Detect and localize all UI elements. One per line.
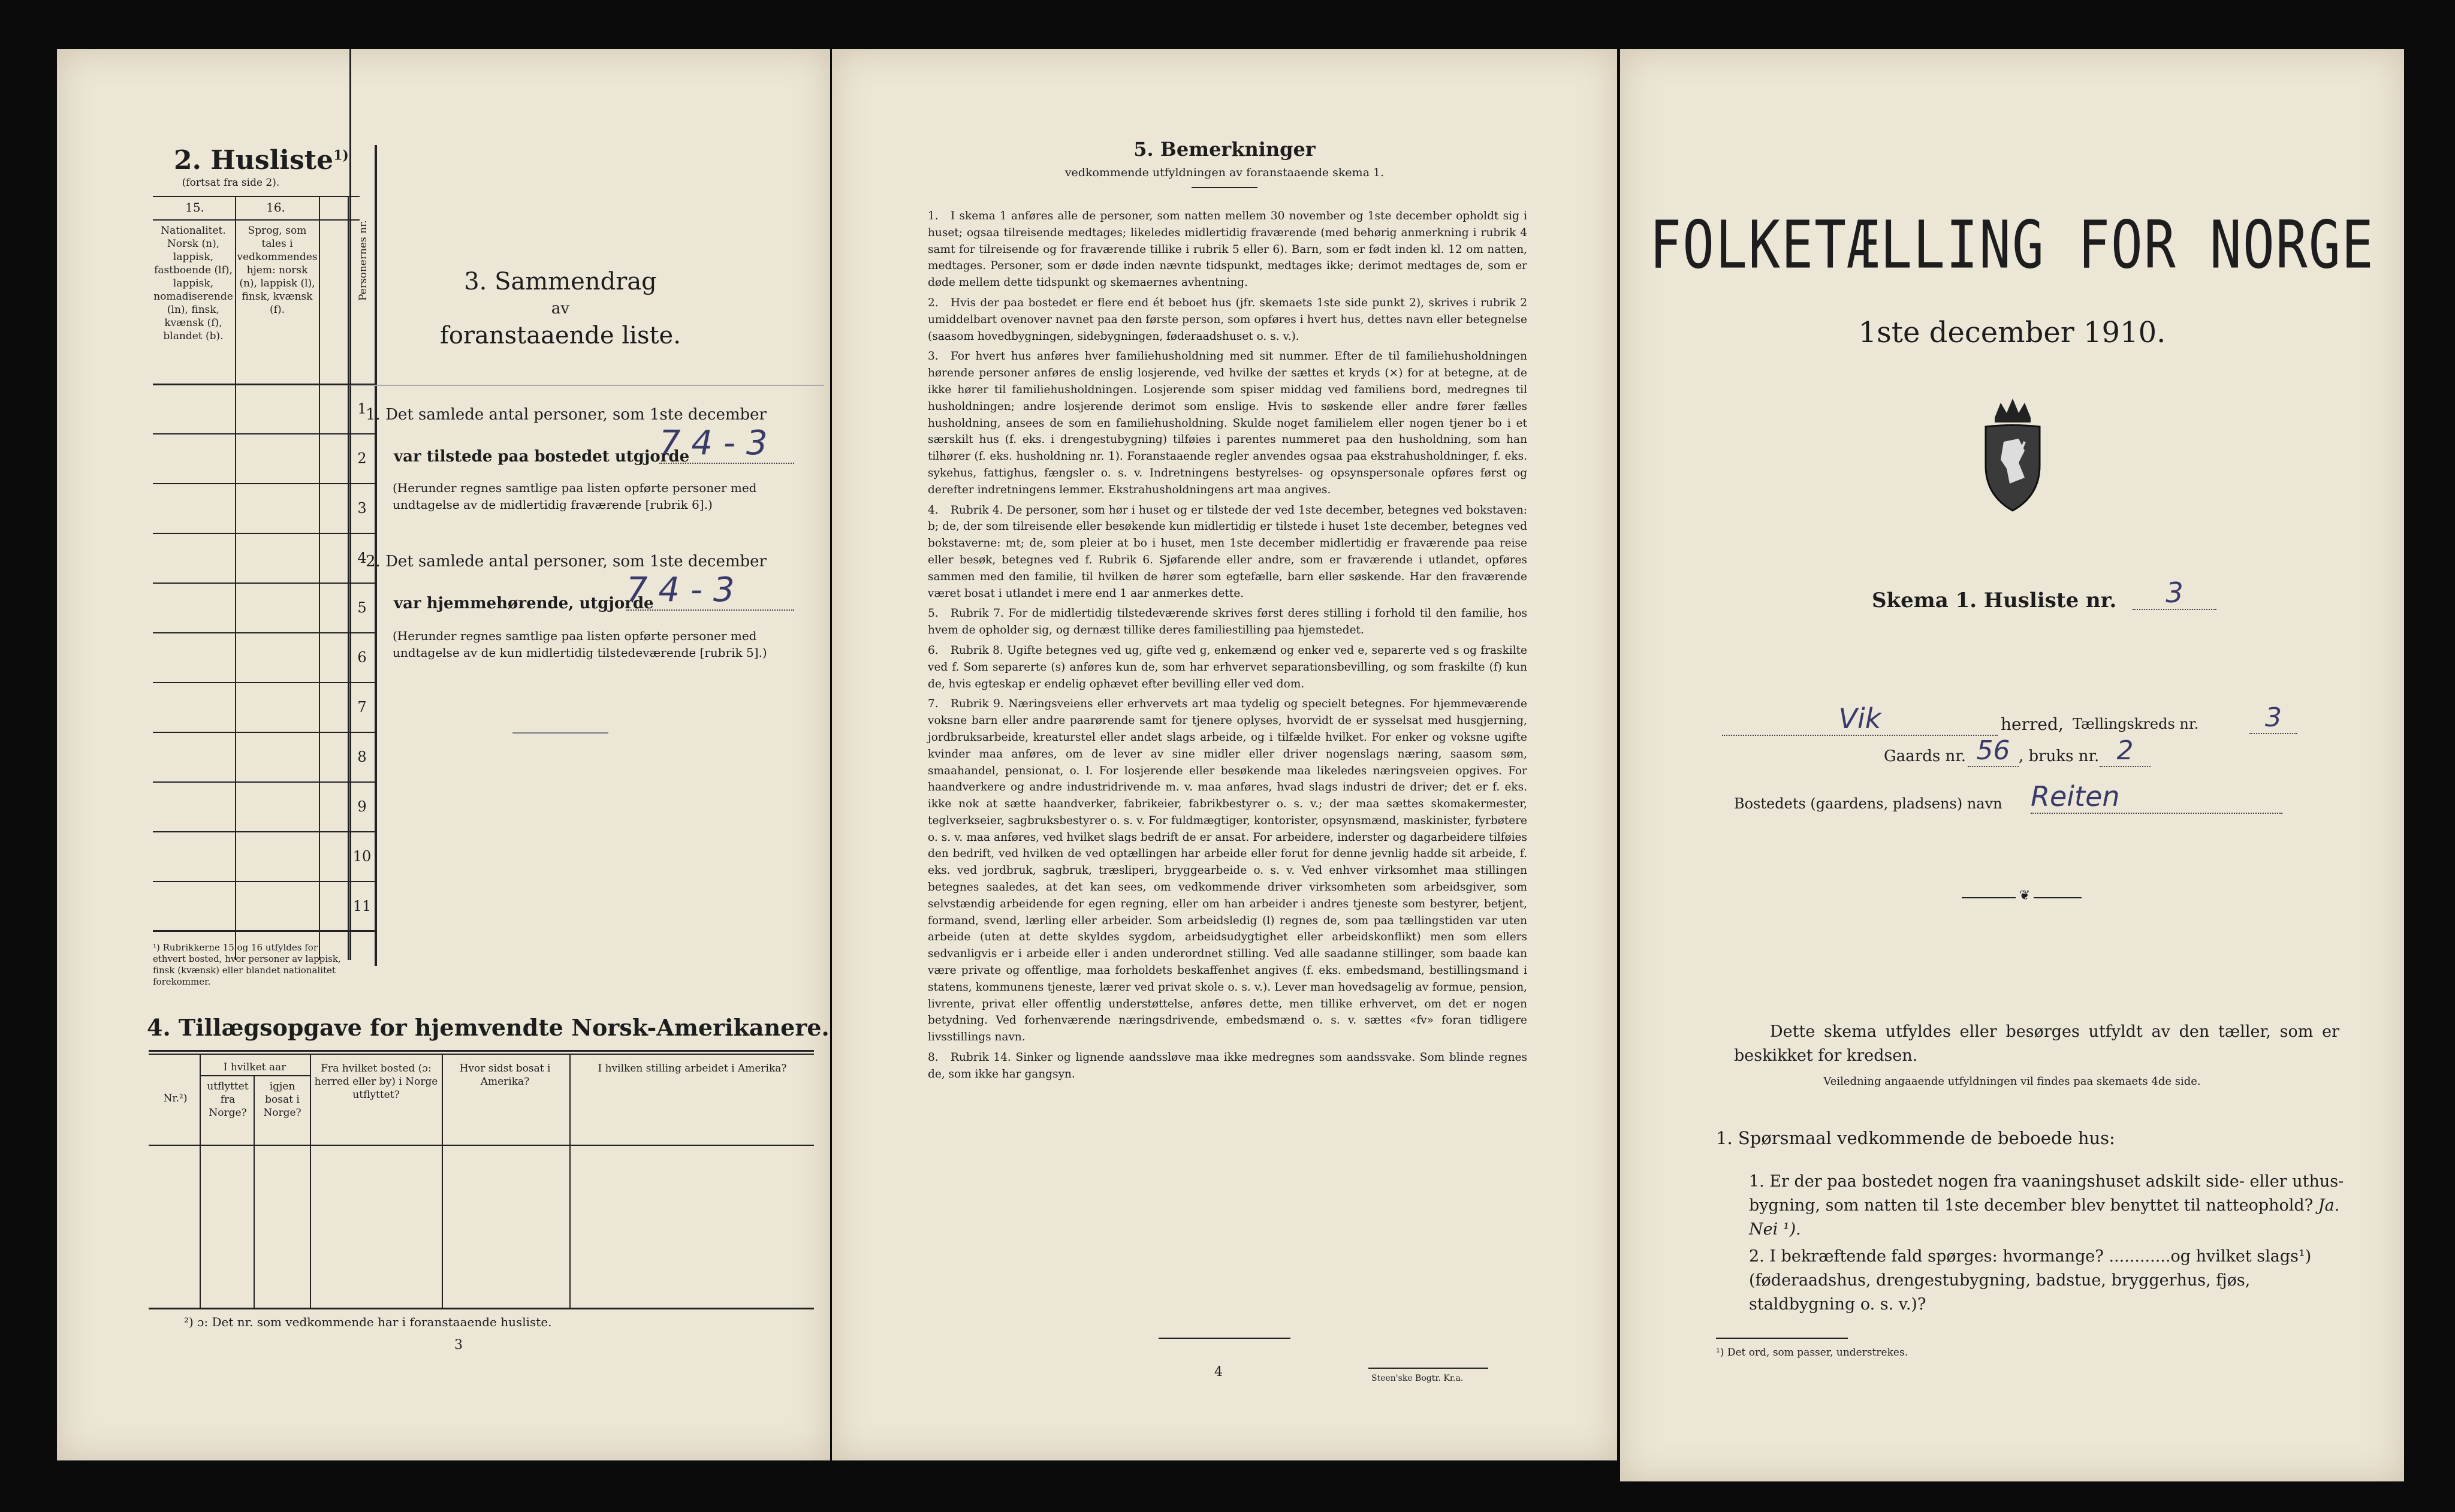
right-footnote: ¹) Det ord, som passer, understrekes.: [1716, 1347, 1908, 1359]
list-item: 1. I skema 1 anføres alle de personer, som natten mellem 30 november og 1ste december opholdt sig i huset; ogsaa tilreisende medtages; likeledes midlertidig fraværende (med behørig anmerkning i rubrik 4 samt for tilreisende og for fraværende tillike i rubrik 5 eller 6). Barn, som er født inden kl. 12 om natten, medtages. Personer, som er døde inden nævnte tidspunkt, medtages ikke; derimot medtages de, som er døde mellem dette tidspunkt og skemaernes avhentning.: [928, 210, 1527, 289]
table-row-number: 5: [357, 599, 367, 616]
gaards-value: 56: [1968, 735, 2019, 767]
huslist-footnote: ¹) Rubrikkerne 15 og 16 utfyldes for ethvert bosted, hvor personer av lappisk, finsk (kvænsk) eller blandet nationalitet forekommer.: [153, 942, 341, 987]
item2-line2: var hjemmehørende, utgjorde: [394, 594, 654, 612]
col16-header: Sprog, som tales i vedkommendes hjem: norsk (n), lappisk (l), finsk, kvænsk (f).: [237, 225, 318, 316]
table-row-line: [153, 583, 375, 584]
col16-number: 16.: [266, 200, 285, 215]
husliste-nr-value: 3: [2133, 577, 2216, 610]
question-2: 2. I bekræftende fald spørges: hvormange? ............og hvilket slags¹) (føderaadshus, drengestubygning, badstue, bryggerhus, fjøs, staldbygning o. s. v.)?: [1749, 1247, 2312, 1314]
tillaeg-col-bosted: Fra hvilket bosted (ɔ: herred eller by) i Norge utflyttet?: [314, 1063, 438, 1101]
item2-note: (Herunder regnes samtlige paa listen opførte personer med undtagelse av de kun midlertidig tilstedeværende [rubrik 5].): [393, 629, 767, 660]
table-row-line: [153, 533, 375, 534]
huslist-subtitle: (fortsat fra side 2).: [182, 177, 280, 189]
bosted-value: Reiten: [2031, 780, 2282, 814]
question-heading: 1. Spørsmaal vedkommende de beboede hus:: [1716, 1128, 2115, 1148]
col-personnr-header: Personernes nr.: [357, 220, 369, 301]
table-row-number: 2: [357, 450, 367, 467]
tillaeg-col-nr: Nr.²): [163, 1092, 188, 1104]
table-row-line: [153, 881, 375, 882]
printer-mark: Steen'ske Bogtr. Kr.a.: [1371, 1374, 1464, 1383]
table-row-line: [153, 433, 375, 434]
veiledning-text: Veiledning angaaende utfyldningen vil findes paa skemaets 4de side.: [1823, 1075, 2201, 1088]
sammendrag-av: av: [551, 300, 570, 318]
list-item: 7. Rubrik 9. Næringsveiens eller erhvervets art maa tydelig og specielt betegnes. For hjemmeværende voksne barn eller andre paarørende samt for tjenere oplyses, hvorvidt de er sysselsat med husgjerning, jordbruksarbeide, kreaturstel eller andet slags arbeide, og i tilfælde hvilket. For enker og voksne ugifte kvinder maa anføres, om de lever av sine midler eller driver nogenslags næring, saasom søm, smaahandel, pensionat, o. l. For losjerende eller besøkende maa likeledes næringsveien opgives. For haandverkere og andre industridrivende m. v. maa anføres, hvad slags industri de driver; det er f. eks. ikke nok at sætte haandverker, fabrikeier, fabrikbestyrer o. s. v.; der maa sættes skomakermester, teglverkseier, sagbruksbestyrer o. s. v. For fuldmægtiger, kontorister, opsynsmænd, maskinister, fyrbøtere o. s. v. maa anføres, ved hvilket slags bedrift de er ansat. For arbeidere, inderster og dagarbeidere tilføies den bedrift, ved hvilken de ved optællingen har arbeide eller forut for denne jevnlig hadde sit arbeide, f. eks. ved jordbruk, sagbruk, træsliperi, bryggearbeide o. s. v. Ved enhver virksomhet maa stillingen betegnes saaledes, at det kan sees, om vedkommende driver virksomheten som arbeidsgiver, som selvstændig arbeidende for egen regning, eller om han arbeider i andres tjeneste som bestyrer, betjent, formand, svend, lærling eller arbeider. Som arbeidsledig (l) regnes de, som paa tællingstiden var uten arbeide (uten at dette skyldes sygdom, arbeidsudygtighet eller arbeidskonflikt) men som ellers sedvanligvis er i arbeide eller i anden underordnet stilling. Ved alle saadanne stillinger, som baade kan være private og offentlige, maa forholdets beskaffenhet angives (f. eks. embedsmand, bestillingsmand i statens, kommunens tjeneste, lærer ved privat skole o. s. v.). Lever man hovedsagelig av formue, pension, livrente, privat eller offentlig understøttelse, anføres dette, men tillike erhvervet, om det er nogen betydning. Ved forhenværende næringsdrivende, embedsmænd o. s. v. sættes «fv» foran tidligere livsstillings navn.: [928, 698, 1527, 1044]
list-item: 5. Rubrik 7. For de midlertidig tilstedeværende skrives først deres stilling i forhold til den familie, hos hvem de opholder sig, og dernæst tillike deres familiestilling paa hjemstedet.: [928, 607, 1527, 637]
tillaeg-footnote: ²) ɔ: Det nr. som vedkommende har i foranstaaende husliste.: [184, 1315, 552, 1329]
table-row-number: 8: [357, 749, 367, 765]
item1-handwritten-value: 7 4 - 3: [659, 424, 794, 464]
list-item: 2. Hvis der paa bostedet er flere end ét beboet hus (jfr. skemaets 1ste side punkt 2), skrives i rubrik 2 umiddelbart ovenover navnet paa den første person, som opføres i hvert hus, dettes navn eller betegnelse (saasom hovedbygningen, sidebygningen, føderaadshuset o. s. v.).: [928, 296, 1527, 343]
huslist-title: 2. Husliste$^{1)}$: [174, 145, 349, 176]
norway-coat-of-arms-icon: [1968, 394, 2058, 514]
bemerkninger-list: [928, 208, 1527, 1087]
table-row-line: [153, 682, 375, 683]
col15-number: 15.: [185, 200, 204, 215]
left-page: [57, 49, 830, 1460]
kreds-value: 3: [2249, 702, 2297, 734]
skema-label: Skema 1. Husliste nr.: [1872, 588, 2117, 612]
sammendrag-subtitle: foranstaaende liste.: [440, 322, 681, 349]
bruks-label: , bruks nr.: [2019, 747, 2100, 765]
table-row-number: 1: [357, 400, 367, 417]
ornament: ❦: [2016, 888, 2034, 903]
list-item: 6. Rubrik 8. Ugifte betegnes ved ug, gifte ved g, enkemænd og enker ved e, separerte ved s og fraskilte ved f. Som separerte (s) anføres kun de, som har erhvervet separationsbevilling, og som fraskilte (f) kun de, hvis egteskap er endelig ophævet efter bevilling eller ved dom.: [928, 644, 1527, 690]
table-row-line: [153, 632, 375, 633]
tillaeg-title: 4. Tillægsopgave for hjemvendte Norsk-Amerikanere.: [147, 1014, 830, 1041]
kreds-label: Tællingskreds nr.: [2073, 716, 2199, 732]
tillaeg-col-amerika: Hvor sidst bosat i Amerika?: [459, 1063, 551, 1088]
herred-value: Vik: [1722, 702, 1998, 736]
intro-text: Dette skema utfyldes eller besørges utfyldt av den tæller, som er beskikket for kredsen.: [1734, 1022, 2339, 1065]
right-page: [1620, 49, 2404, 1481]
bosted-label: Bostedets (gaardens, pladsens) navn: [1734, 795, 2002, 812]
item2-handwritten-value: 7 4 - 3: [626, 571, 794, 611]
item2-line1: 2. Det samlede antal personer, som 1ste december: [366, 553, 767, 571]
item1-line1: 1. Det samlede antal personer, som 1ste december: [366, 406, 767, 424]
table-row-line: [153, 831, 375, 832]
table-row-line: [153, 781, 375, 783]
bemerkninger-title: 5. Bemerkninger: [1133, 138, 1316, 161]
item1-line2: var tilstede paa bostedet utgjorde: [394, 448, 690, 466]
table-row-line: [153, 732, 375, 733]
list-item: 4. Rubrik 4. De personer, som hør i huset og er tilstede der ved 1ste december, betegnes ved bokstaven: b; de, der som tilreisende eller besøkende kun midlertidig er tilstede i huset 1ste december, betegnes ved bokstaverne: mt; de, som pleier at bo i huset, men 1ste december midlertidig er fraværende paa reise eller besøk, betegnes ved f. Rubrik 6. Sjøfarende eller andre, som er fraværende i utlandet, opføres sammen med den familie, til hvilken de hører som egtefælle, barn eller søskende. Har den fraværende været bosat i utlandet i mere end 1 aar anmerkes dette.: [928, 503, 1527, 600]
tillaeg-col-utflyttet: utflyttet fra Norge?: [207, 1081, 249, 1119]
list-item: 3. For hvert hus anføres hver familiehusholdning med sit nummer. Efter de til familiehusholdningen hørende personer anføres de enslig losjerende, ved hvilke der sættes et kryds (×) for at betegne, at de ikke hører til familiehusholdningen. Losjerende som spiser middag ved familiens bord, medregnes til husholdningen; andre losjerende derimot som enslige. Hvis to søskende eller andre fører fælles husholdning, ansees de som en familiehusholdning. Skulde noget familielem eller nogen tjener bo i et særskilt hus (f. eks. i drengestubygning) tilføies i parentes nummeret paa den husholdning, som han tilhører (f. eks. husholdning nr. 1). Foranstaaende regler anvendes ogsaa paa ekstrahusholdninger, f. eks. sykehus, fattighus, fængsler o. s. v. Indretningens bestyrelses- og opsynspersonale opføres først og derefter indretningens lemmer. Ekstrahusholdningens art maa angives.: [928, 350, 1527, 496]
table-row-number: 4: [357, 550, 367, 566]
page-number-3: 3: [454, 1338, 463, 1353]
table-row-number: 6: [357, 649, 367, 666]
question-1: 1. Er der paa bostedet nogen fra vaaningshuset adskilt side- eller uthus-bygning, som natten til 1ste december blev benyttet til natteophold? Ja. Nei ¹).: [1749, 1172, 2344, 1239]
q1-answer: Ja. Nei ¹).: [1749, 1196, 2340, 1239]
bruks-value: 2: [2100, 735, 2151, 767]
page-number-4: 4: [1214, 1365, 1223, 1380]
gaards-label: Gaards nr.: [1884, 747, 1967, 765]
bemerkninger-subtitle: vedkommende utfyldningen av foranstaaende skema 1.: [1064, 166, 1385, 179]
census-title: FOLKETÆLLING FOR NORGE: [1649, 206, 2375, 283]
table-row-line: [153, 483, 375, 484]
table-row-number: 10: [352, 848, 372, 865]
table-row-number: 7: [357, 699, 367, 716]
col15-header: Nationalitet. Norsk (n), lappisk, fastboende (lf), lappisk, nomadiserende (ln), finsk, kvænsk (f), blandet (b).: [153, 225, 233, 342]
table-row-number: 3: [357, 500, 367, 517]
sammendrag-title: 3. Sammendrag: [464, 268, 657, 295]
table-row-number: 11: [352, 898, 372, 915]
table-row-number: 9: [357, 798, 367, 815]
census-date: 1ste december 1910.: [1858, 316, 2166, 349]
tillaeg-col-aar: I hvilket aar: [223, 1061, 286, 1073]
tillaeg-col-igjen: igjen bosat i Norge?: [263, 1081, 301, 1119]
list-item: 8. Rubrik 14. Sinker og lignende aandssløve maa ikke medregnes som aandssvake. Som blinde regnes de, som ikke har gangsyn.: [928, 1051, 1527, 1081]
tillaeg-col-stilling: I hvilken stilling arbeidet i Amerika?: [598, 1063, 787, 1075]
item1-note: (Herunder regnes samtlige paa listen opførte personer med undtagelse av de midlertidig fraværende [rubrik 6].): [393, 481, 757, 512]
middle-page: [832, 49, 1617, 1460]
herred-label: herred,: [2001, 714, 2064, 734]
